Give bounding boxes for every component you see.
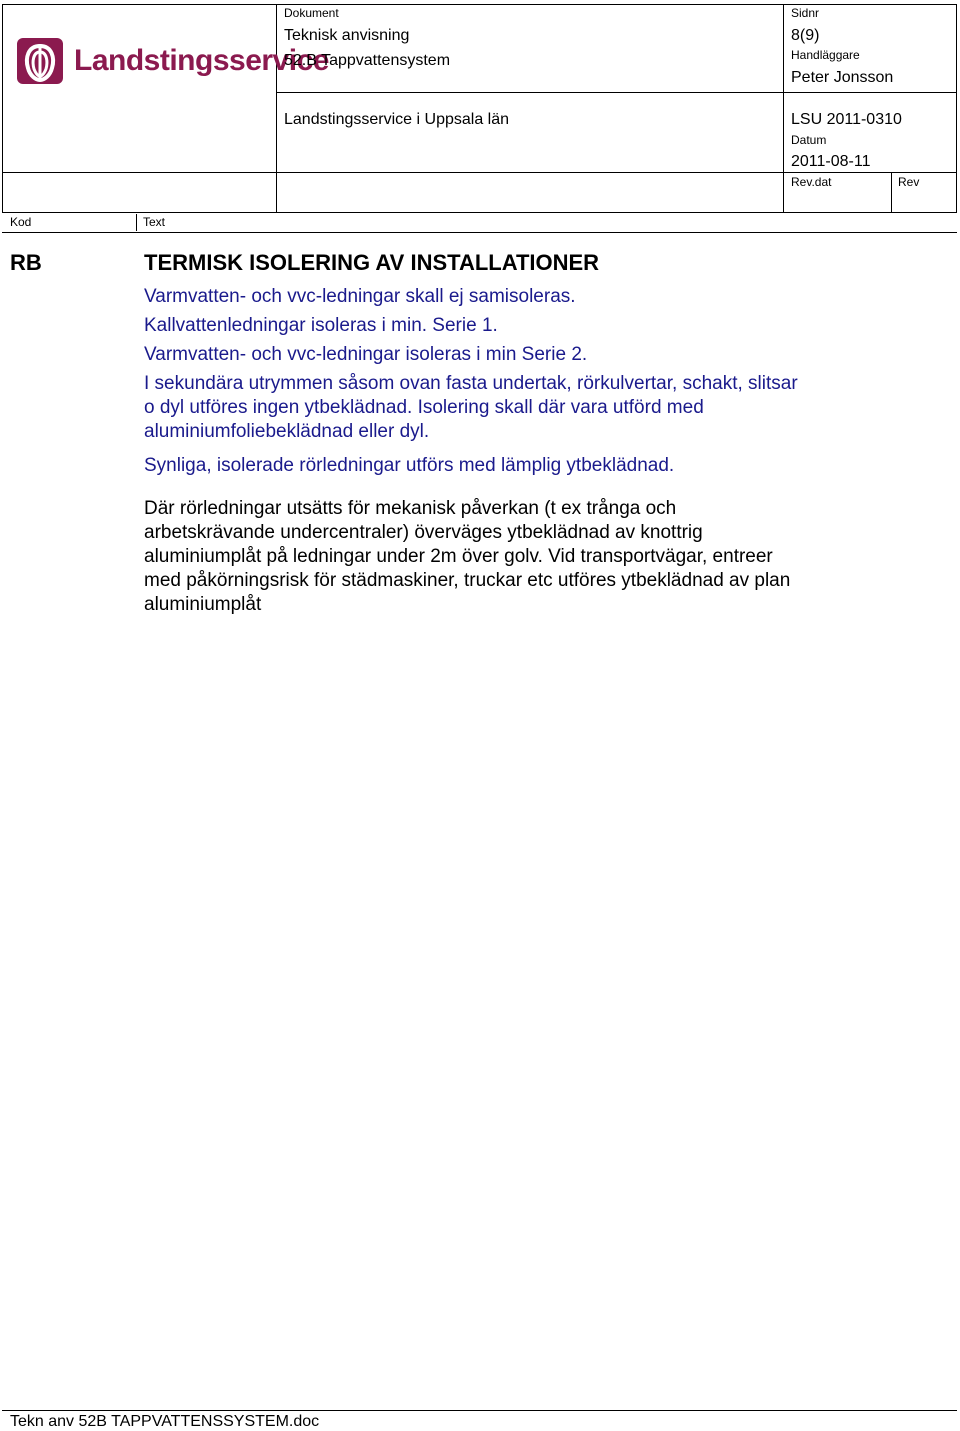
document-label: Dokument bbox=[284, 6, 339, 20]
text-line: I sekundära utrymmen såsom ovan fasta undertak, rörkulvertar, schakt, slitsar bbox=[144, 373, 798, 394]
document-name: Teknisk anvisning bbox=[284, 27, 410, 44]
column-header-text: Text bbox=[143, 215, 166, 229]
landstingsservice-logo-icon bbox=[16, 36, 66, 86]
blue-paragraph bbox=[144, 285, 944, 478]
text-line: Varmvatten- och vvc-ledningar skall ej samisoleras. bbox=[144, 286, 576, 307]
revision-date-label: Rev.dat bbox=[791, 175, 832, 189]
organization-logo bbox=[16, 36, 329, 88]
handler-name: Peter Jonsson bbox=[791, 69, 894, 86]
date-label: Datum bbox=[791, 133, 827, 147]
page-number: 8(9) bbox=[791, 27, 820, 44]
organization-name: Landstingsservice i Uppsala län bbox=[284, 111, 510, 128]
reference-number: LSU 2011-0310 bbox=[791, 111, 902, 128]
text-line: Varmvatten- och vvc-ledningar isoleras i min Serie 2. bbox=[144, 344, 588, 365]
black-paragraph bbox=[144, 497, 944, 617]
footer-filename: Tekn anv 52B TAPPVATTENSSYSTEM.doc bbox=[10, 1413, 320, 1430]
text-line: Där rörledningar utsätts för mekanisk påverkan (t ex trånga och bbox=[144, 498, 677, 519]
text-line: med påkörningsrisk för städmaskiner, truckar etc utföres ytbeklädnad av plan bbox=[144, 570, 791, 591]
revision-label: Rev bbox=[898, 175, 920, 189]
section-title: TERMISK ISOLERING AV INSTALLATIONER bbox=[144, 250, 600, 275]
text-line: arbetskrävande undercentraler) överväges ytbeklädnad av knottrig bbox=[144, 522, 703, 543]
text-line: Synliga, isolerade rörledningar utförs med lämplig ytbeklädnad. bbox=[144, 455, 675, 476]
logo-text: Landstingsservice bbox=[74, 44, 329, 77]
column-header-code: Kod bbox=[10, 215, 32, 229]
document-subject: 52.B Tappvattensystem bbox=[284, 52, 451, 69]
text-line: aluminiumplåt på ledningar under 2m över golv. Vid transportvägar, entreer bbox=[144, 546, 773, 567]
text-line: aluminiumplåt bbox=[144, 594, 262, 615]
page-label: Sidnr bbox=[791, 6, 820, 20]
date-value: 2011-08-11 bbox=[791, 153, 871, 170]
text-line: Kallvattenledningar isoleras i min. Serie 1. bbox=[144, 315, 498, 336]
text-line: o dyl utföres ingen ytbeklädnad. Isolering skall där vara utförd med bbox=[144, 397, 704, 418]
section-code: RB bbox=[10, 250, 42, 275]
text-line: aluminiumfoliebeklädnad eller dyl. bbox=[144, 421, 430, 442]
handler-label: Handläggare bbox=[791, 48, 860, 62]
